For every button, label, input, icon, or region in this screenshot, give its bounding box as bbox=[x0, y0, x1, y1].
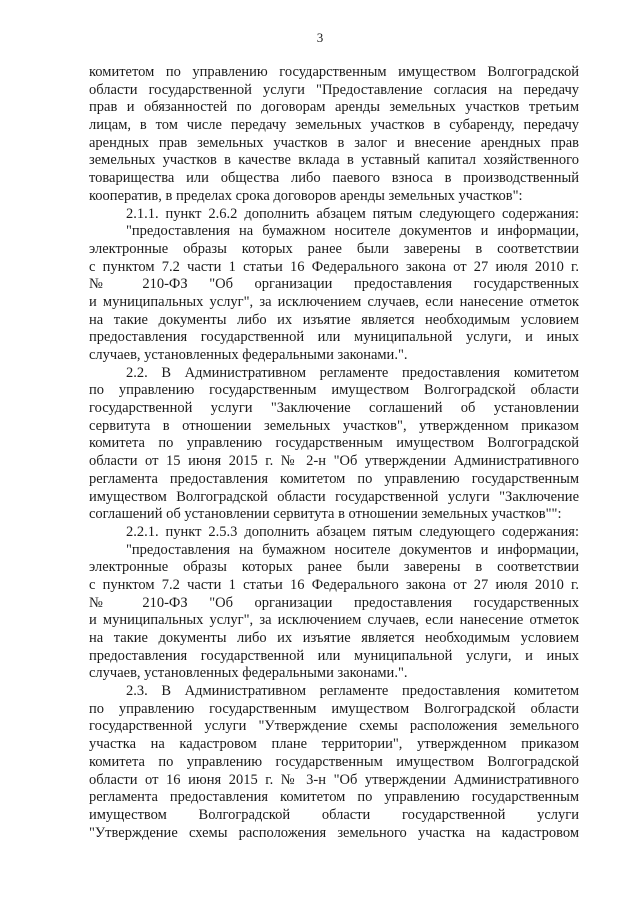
text-line: сервитута в отношении земельных участков", утвержденном приказом bbox=[89, 417, 579, 434]
text-line: № 210-ФЗ "Об организации предоставления государственных bbox=[89, 594, 579, 611]
text-line: комитета по управлению государственным имуществом Волгоградской bbox=[89, 435, 579, 452]
text-line: области от 16 июня 2015 г. № 3-н "Об утверждении Административного bbox=[89, 771, 579, 788]
text-line: участка на кадастровом плане территории", утвержденном приказом bbox=[89, 736, 579, 753]
text-line: арендных прав земельных участков в залог и внесение арендных прав bbox=[89, 134, 579, 151]
text-line: № 210-ФЗ "Об организации предоставления государственных bbox=[89, 276, 579, 293]
text-line: регламента предоставления комитетом по управлению государственным bbox=[89, 470, 579, 487]
text-line: области от 15 июня 2015 г. № 2-н "Об утверждении Административного bbox=[89, 453, 579, 470]
text-line: 2.2.1. пункт 2.5.3 дополнить абзацем пятым следующего содержания: bbox=[126, 523, 579, 540]
text-line: имуществом Волгоградской области государственной услуги bbox=[89, 806, 579, 823]
text-line: прав и обязанностей по договорам аренды земельных участков третьим bbox=[89, 99, 579, 116]
text-line: имуществом Волгоградской области государственной услуги "Заключение bbox=[89, 488, 579, 505]
text-line: по управлению государственным имуществом Волгоградской области bbox=[89, 382, 579, 399]
text-line: и муниципальных услуг", за исключением случаев, если нанесение отметок bbox=[89, 612, 579, 629]
text-line: государственной услуги "Заключение соглашений об установлении bbox=[89, 400, 579, 417]
text-line: предоставления государственной или муниципальной услуги, и иных bbox=[89, 329, 579, 346]
document-body bbox=[89, 64, 579, 842]
text-line: с пунктом 7.2 части 1 статьи 16 Федерального закона от 27 июля 2010 г. bbox=[89, 576, 579, 593]
text-line: 2.3. В Административном регламенте предоставления комитетом bbox=[126, 683, 579, 700]
text-line: соглашений об установлении сервитута в отношении земельных участков"": bbox=[89, 506, 562, 523]
text-line: "предоставления на бумажном носителе документов и информации, bbox=[126, 541, 579, 558]
text-line: с пунктом 7.2 части 1 статьи 16 Федерального закона от 27 июля 2010 г. bbox=[89, 258, 579, 275]
text-line: 2.1.1. пункт 2.6.2 дополнить абзацем пятым следующего содержания: bbox=[126, 205, 579, 222]
text-line: комитета по управлению государственным имуществом Волгоградской bbox=[89, 753, 579, 770]
text-line: лицам, в том числе передачу земельных участков в субаренду, передачу bbox=[89, 117, 579, 134]
text-line: случаев, установленных федеральными законами.". bbox=[89, 665, 408, 682]
text-line: на такие документы либо их изъятие является необходимым условием bbox=[89, 311, 579, 328]
text-line: области государственной услуги "Предоставление согласия на передачу bbox=[89, 81, 579, 98]
text-line: комитетом по управлению государственным имуществом Волгоградской bbox=[89, 64, 579, 80]
text-line: и муниципальных услуг", за исключением случаев, если нанесение отметок bbox=[89, 293, 579, 310]
text-line: на такие документы либо их изъятие является необходимым условием bbox=[89, 630, 579, 646]
text-line: 2.2. В Административном регламенте предоставления комитетом bbox=[126, 364, 579, 381]
text-line: кооператив, в пределах срока договоров аренды земельных участков": bbox=[89, 187, 523, 204]
text-line: товарищества или общества либо паевого взноса в производственный bbox=[89, 170, 579, 187]
text-line: по управлению государственным имуществом Волгоградской области bbox=[89, 700, 579, 717]
text-line: регламента предоставления комитетом по управлению государственным bbox=[89, 789, 579, 806]
text-line: "предоставления на бумажном носителе документов и информации, bbox=[126, 223, 579, 240]
text-line: случаев, установленных федеральными законами.". bbox=[89, 347, 408, 363]
text-line: государственной услуги "Утверждение схемы расположения земельного bbox=[89, 718, 579, 735]
text-line: предоставления государственной или муниципальной услуги, и иных bbox=[89, 647, 579, 664]
text-line: земельных участков в качестве вклада в уставный капитал хозяйственного bbox=[89, 152, 579, 169]
text-line: электронные образы которых ранее были заверены в соответствии bbox=[89, 240, 579, 257]
page-number: 3 bbox=[316, 30, 324, 45]
text-line: электронные образы которых ранее были заверены в соответствии bbox=[89, 559, 579, 576]
text-line: "Утверждение схемы расположения земельного участка на кадастровом bbox=[89, 824, 579, 841]
